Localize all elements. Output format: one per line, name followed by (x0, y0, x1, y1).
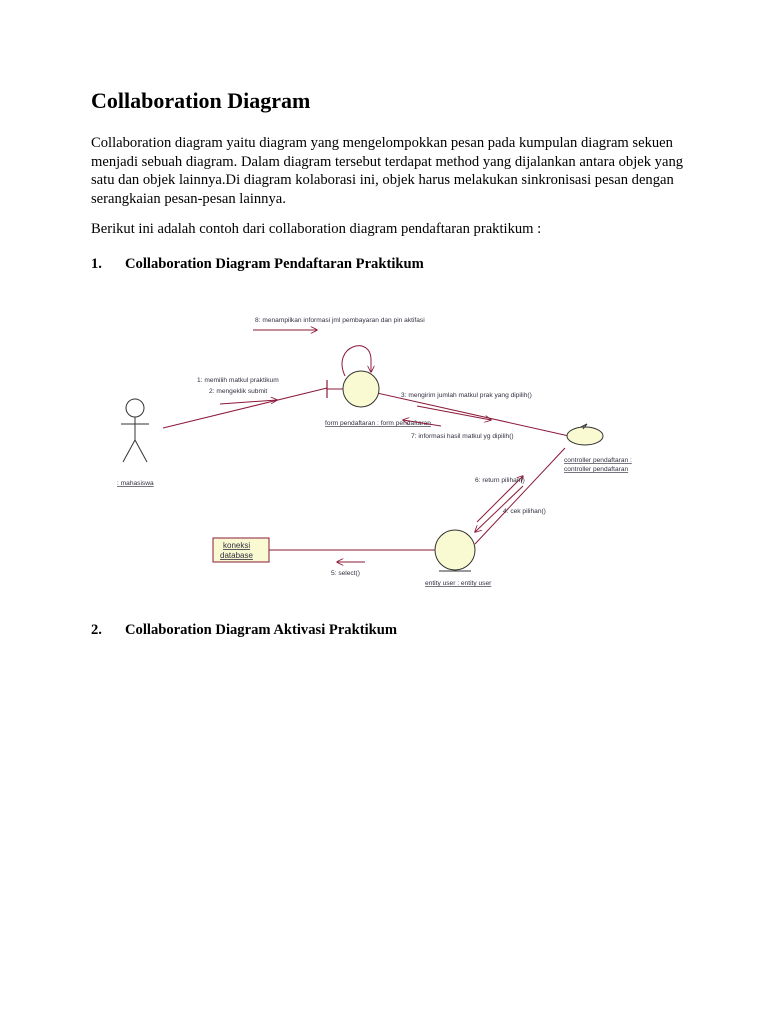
collaboration-diagram (105, 300, 665, 600)
section-heading-1 (91, 256, 424, 273)
actor-mahasiswa (121, 399, 149, 462)
database-label-1: koneksi (223, 541, 251, 550)
controller-label-2: controller pendaftaran (564, 466, 629, 473)
section-number: 2. (91, 622, 102, 638)
message-5-label: 5: select() (331, 570, 360, 577)
intro-paragraph: Collaboration diagram yaitu diagram yang mengelompokkan pesan pada kumpulan diagram sekuen menjadi sebuah diagram. Dalam diagram tersebut terdapat method yang dijalankan antara objek yang satu dan objek lainnya.Di diagram kolaborasi ini, objek harus melakukan sinkronisasi pesan dengan serangkaian pesan-pesan lainnya. (91, 135, 684, 207)
section-heading-2 (91, 622, 397, 639)
section-number: 1. (91, 256, 102, 272)
message-3-label: 3: mengirim jumlah matkul prak yang dipilih() (401, 392, 532, 399)
message-4-label: 4: cek pilihan() (503, 508, 546, 515)
entity-label: entity user : entity user (425, 580, 492, 587)
controller-object (567, 424, 603, 445)
form-label: form pendaftaran : form pendaftaran (325, 420, 431, 427)
actor-label: : mahasiswa (117, 480, 154, 487)
message-6-label: 6: return pilihan() (475, 477, 525, 484)
message-2-label: 2: mengeklik submit (209, 388, 268, 395)
example-paragraph: Berikut ini adalah contoh dari collaboration diagram pendaftaran praktikum : (91, 221, 542, 237)
page-title: Collaboration Diagram (91, 88, 311, 113)
message-8-label: 8: menampilkan informasi jml pembayaran dan pin aktifasi (255, 317, 425, 324)
section-title: Collaboration Diagram Pendaftaran Praktikum (125, 256, 424, 272)
section-title: Collaboration Diagram Aktivasi Praktikum (125, 622, 398, 638)
form-boundary-object (327, 371, 379, 407)
database-label-2: database (220, 551, 253, 560)
controller-label-1: controller pendaftaran : (564, 457, 632, 464)
entity-object (435, 530, 475, 571)
association-links (163, 388, 569, 550)
message-1-label: 1: memilih matkul praktikum (197, 377, 279, 384)
message-7-label: 7: informasi hasil matkul yg dipilih() (411, 433, 514, 440)
